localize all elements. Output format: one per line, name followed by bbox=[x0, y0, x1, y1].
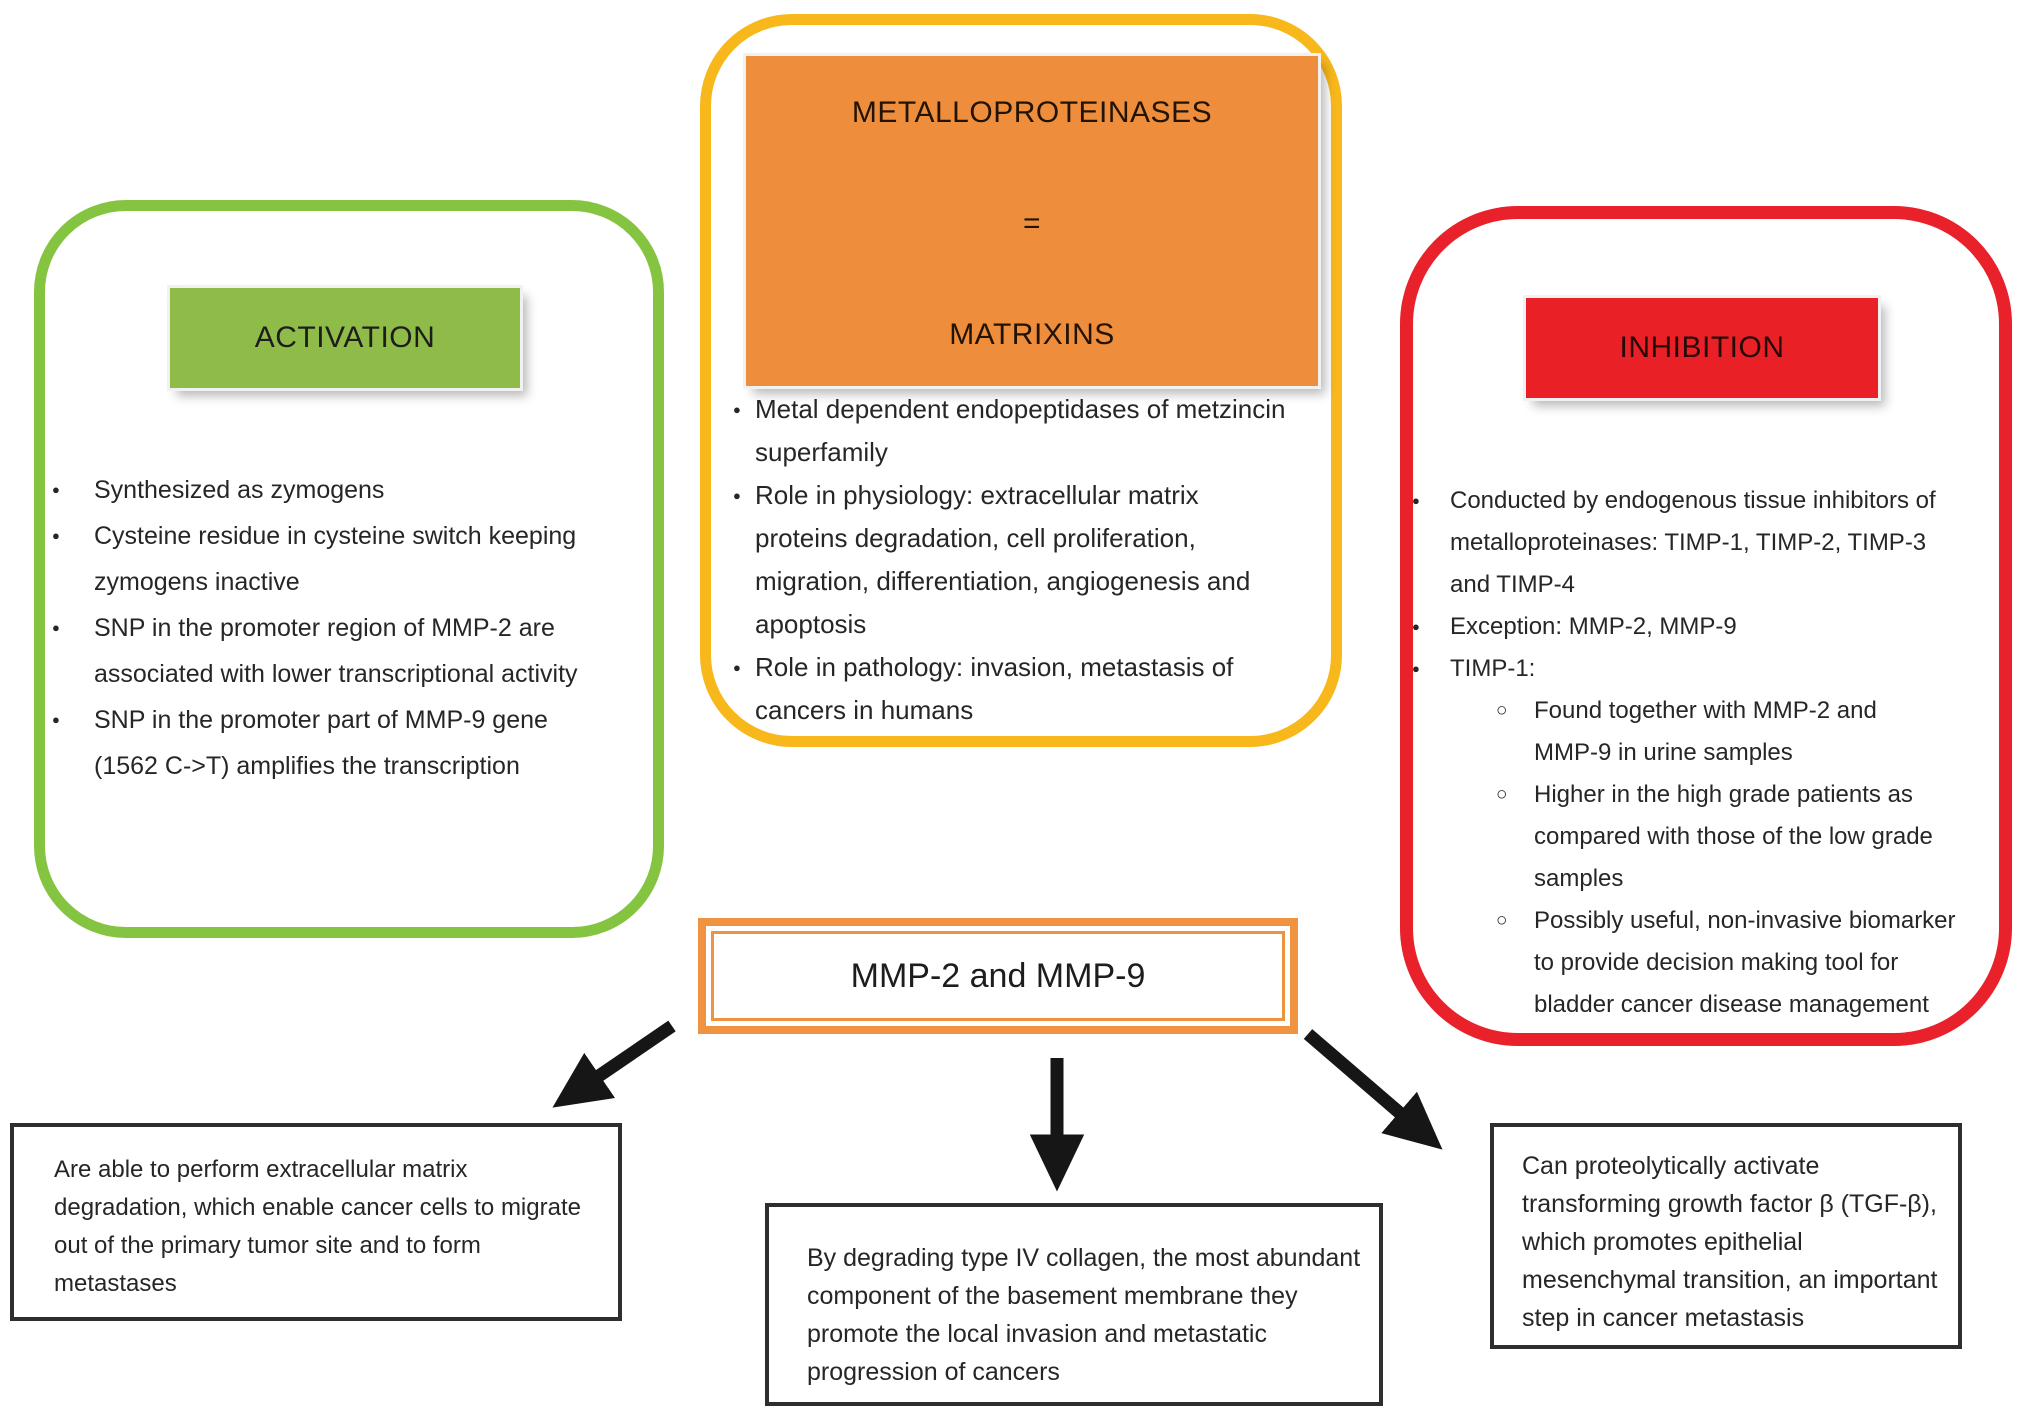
bullet-item bbox=[733, 646, 1333, 732]
bullet-line: Exception: MMP-2, MMP-9 bbox=[1450, 613, 1737, 640]
arrow-to-right-outcome bbox=[1308, 1034, 1408, 1120]
bullet-line: Cysteine residue in cysteine switch keeping bbox=[94, 522, 577, 550]
bullet-line: Role in physiology: extracellular matrix bbox=[755, 480, 1199, 510]
bullet-item bbox=[733, 388, 1333, 474]
bullet-icon: ● bbox=[733, 488, 741, 503]
outcome-line: Are able to perform extracellular matrix bbox=[54, 1156, 468, 1183]
arrow-to-left-outcome bbox=[590, 1026, 672, 1082]
bullet-icon: ● bbox=[52, 482, 60, 497]
bullet-line: TIMP-1: bbox=[1450, 655, 1536, 682]
outcome-line: mesenchymal transition, an important bbox=[1522, 1266, 1938, 1294]
bullet-line: metalloproteinases: TIMP-1, TIMP-2, TIMP-3 bbox=[1450, 529, 1927, 556]
sub-bullet-icon: ○ bbox=[1496, 910, 1508, 931]
bullet-line: MMP-9 in urine samples bbox=[1534, 739, 1793, 766]
outcome-line: degradation, which enable cancer cells to migrate bbox=[54, 1194, 581, 1221]
mmp-center-inner bbox=[711, 931, 1285, 1021]
sub-bullet-item bbox=[1492, 900, 1998, 1026]
bullet-item bbox=[48, 467, 633, 513]
sub-bullet-item bbox=[1492, 774, 1998, 900]
bullet-line: Metal dependent endopeptidases of metzincin bbox=[755, 394, 1286, 424]
bullet-line: to provide decision making tool for bbox=[1534, 949, 1899, 976]
inhibition-title-label: INHIBITION bbox=[1619, 331, 1785, 364]
activation-bullet-list bbox=[48, 467, 633, 789]
bullet-line: samples bbox=[1534, 865, 1624, 892]
outcome-line: transforming growth factor β (TGF-β), bbox=[1522, 1190, 1937, 1218]
bullet-line: cancers in humans bbox=[755, 695, 974, 725]
bullet-line: associated with lower transcriptional activity bbox=[94, 660, 578, 688]
activation-title bbox=[170, 288, 520, 388]
bullet-item bbox=[1408, 606, 1998, 648]
bullet-line: (1562 C->T) amplifies the transcription bbox=[94, 752, 520, 780]
bullet-item bbox=[48, 513, 633, 605]
bullet-item bbox=[48, 605, 633, 697]
bullet-line: bladder cancer disease management bbox=[1534, 991, 1929, 1018]
bullet-icon: ● bbox=[1412, 619, 1420, 634]
inhibition-title bbox=[1526, 298, 1878, 398]
outcome-line: which promotes epithelial bbox=[1522, 1228, 1803, 1256]
outcome-line: progression of cancers bbox=[807, 1358, 1060, 1386]
bullet-line: superfamily bbox=[755, 437, 888, 467]
outcome-line: metastases bbox=[54, 1270, 177, 1297]
sub-bullet-icon: ○ bbox=[1496, 700, 1508, 721]
bullet-icon: ● bbox=[52, 712, 60, 727]
bullet-icon: ● bbox=[1412, 493, 1420, 508]
bullet-icon: ● bbox=[1412, 661, 1420, 676]
bullet-item bbox=[1408, 480, 1998, 606]
outcome-line: component of the basement membrane they bbox=[807, 1282, 1298, 1310]
bullet-item bbox=[1408, 648, 1998, 690]
matrixins-title bbox=[746, 56, 1318, 386]
bullet-line: migration, differentiation, angiogenesis and bbox=[755, 566, 1251, 596]
bullet-line: SNP in the promoter part of MMP-9 gene bbox=[94, 706, 548, 734]
matrixins-bullet-list bbox=[733, 388, 1333, 732]
bullet-icon: ● bbox=[52, 620, 60, 635]
bullet-line: Conducted by endogenous tissue inhibitors of bbox=[1450, 487, 1936, 514]
bullet-icon: ● bbox=[52, 528, 60, 543]
bullet-line: SNP in the promoter region of MMP-2 are bbox=[94, 614, 555, 642]
bullet-line: apoptosis bbox=[755, 609, 867, 639]
activation-title-label: ACTIVATION bbox=[254, 321, 436, 354]
outcome-line: Can proteolytically activate bbox=[1522, 1152, 1820, 1180]
matrixins-title-equals: = bbox=[1022, 207, 1042, 240]
outcome-line: promote the local invasion and metastatic bbox=[807, 1320, 1267, 1348]
matrixins-title-bottom: MATRIXINS bbox=[949, 318, 1115, 351]
bullet-line: Possibly useful, non-invasive biomarker bbox=[1534, 907, 1956, 934]
mmp-center-node bbox=[698, 918, 1298, 1034]
bullet-line: compared with those of the low grade bbox=[1534, 823, 1933, 850]
bullet-line: Role in pathology: invasion, metastasis of bbox=[755, 652, 1234, 682]
outcome-middle-box bbox=[765, 1203, 1383, 1406]
bullet-line: and TIMP-4 bbox=[1450, 571, 1575, 598]
outcome-line: By degrading type IV collagen, the most abundant bbox=[807, 1244, 1361, 1272]
outcome-line: out of the primary tumor site and to form bbox=[54, 1232, 481, 1259]
outcome-left-box bbox=[10, 1123, 622, 1321]
bullet-line: Synthesized as zymogens bbox=[94, 476, 385, 504]
inhibition-bullet-list bbox=[1408, 480, 1998, 1026]
sub-bullet-item bbox=[1492, 690, 1998, 774]
bullet-line: Higher in the high grade patients as bbox=[1534, 781, 1913, 808]
outcome-right-box bbox=[1490, 1123, 1962, 1349]
outcome-line: step in cancer metastasis bbox=[1522, 1304, 1805, 1332]
bullet-item bbox=[48, 697, 633, 789]
bullet-icon: ● bbox=[733, 402, 741, 417]
mmp-center-label: MMP-2 and MMP-9 bbox=[850, 956, 1146, 995]
bullet-line: zymogens inactive bbox=[94, 568, 300, 596]
bullet-item bbox=[733, 474, 1333, 646]
sub-bullet-icon: ○ bbox=[1496, 784, 1508, 805]
bullet-icon: ● bbox=[733, 660, 741, 675]
matrixins-title-top: METALLOPROTEINASES bbox=[851, 96, 1213, 129]
bullet-line: Found together with MMP-2 and bbox=[1534, 697, 1877, 724]
bullet-line: proteins degradation, cell proliferation, bbox=[755, 523, 1196, 553]
